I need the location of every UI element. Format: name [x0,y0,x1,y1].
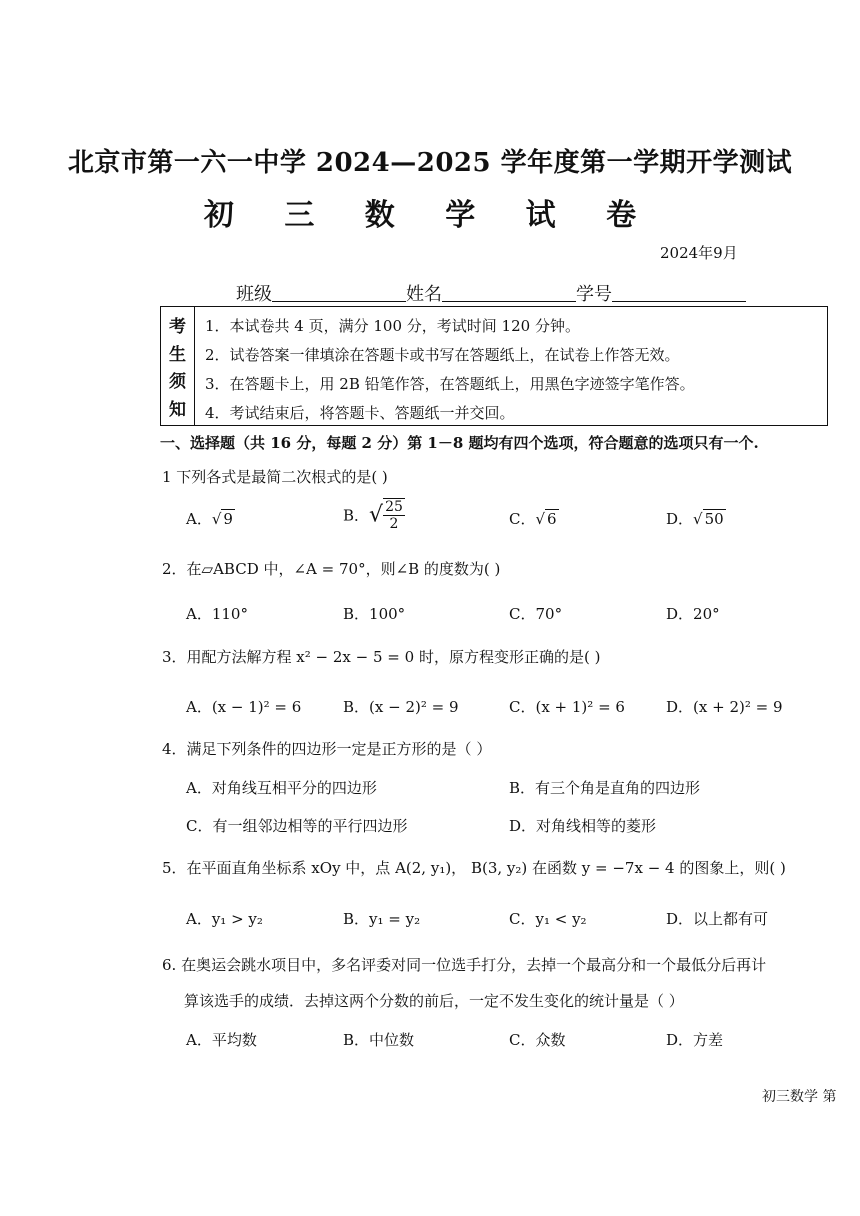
q4-option-a: A．对角线互相平分的四边形 [186,779,377,797]
class-label: 班级 [236,284,272,305]
q6-option-a: A．平均数 [186,1031,257,1049]
name-label: 姓名 [406,284,442,305]
notice-char: 须 [169,372,186,393]
q2-option-c: C．70° [509,605,563,623]
q4-option-c: C．有一组邻边相等的平行四边形 [186,817,408,835]
q3-option-c: C．(x + 1)² = 6 [509,698,625,716]
q5-option-a: A．y₁ > y₂ [186,910,263,928]
exam-date: 2024年9月 [660,244,738,262]
question-4-stem: 4．满足下列条件的四边形一定是正方形的是（ ） [162,740,492,758]
question-1-stem: 1 下列各式是最简二次根式的是( ) [162,468,388,486]
question-6-stem-line2: 算该选手的成绩．去掉这两个分数的前后，一定不发生变化的统计量是（ ） [184,992,684,1010]
notice-char: 考 [169,317,186,338]
q3-option-a: A．(x − 1)² = 6 [186,698,302,716]
notice-item: 4．考试结束后，将答题卡、答题纸一并交回。 [205,404,515,422]
page-footer: 初三数学 第 [762,1089,837,1105]
q4-option-d: D．对角线相等的菱形 [509,817,657,835]
q2-option-a: A．110° [186,605,248,623]
q5-option-b: B．y₁ = y₂ [343,910,421,928]
q1-option-c: C．√ 6 [509,510,557,528]
notice-char: 生 [169,344,186,365]
notice-item: 1．本试卷共 4 页，满分 100 分，考试时间 120 分钟。 [205,317,580,335]
question-6-stem-line1: 6. 在奥运会跳水项目中，多名评委对同一位选手打分，去掉一个最高分和一个最低分后再计 [162,956,767,974]
notice-char: 知 [169,399,186,420]
q6-option-c: C．众数 [509,1031,566,1049]
q4-option-b: B．有三个角是直角的四边形 [509,779,701,797]
notice-side-label [161,307,195,425]
q6-option-b: B．中位数 [343,1031,415,1049]
notice-item: 3．在答题卡上，用 2B 铅笔作答，在答题纸上，用黑色字迹签字笔作答。 [205,375,695,393]
question-2-stem: 2．在▱ABCD 中，∠A = 70°，则∠B 的度数为( ) [162,560,501,578]
exam-subtitle: 初 三 数 学 试 卷 [203,198,657,233]
exam-title: 北京市第一六一中学 2024—2025 学年度第一学期开学测试 [67,148,793,178]
sqrt-sign: √ 9 [211,510,233,528]
q5-option-d: D．以上都有可 [666,910,769,928]
name-blank[interactable] [442,283,576,302]
q3-option-b: B．(x − 2)² = 9 [343,698,459,716]
q1-option-d: D．√ 50 [666,510,724,528]
q1-option-b: B．√ $\frac{25}{2}$ [343,499,403,532]
question-5-stem: 5．在平面直角坐标系 xOy 中，点 A(2, y₁)， B(3, y₂) 在函数 y = −7x − 4 的图象上，则( ) [162,859,786,877]
q2-option-d: D．20° [666,605,720,623]
q5-option-c: C．y₁ < y₂ [509,910,587,928]
student-info-line [236,280,746,306]
q1-option-a: A．√ 9 [186,510,233,528]
notice-item: 2．试卷答案一律填涂在答题卡或书写在答题纸上，在试卷上作答无效。 [205,346,680,364]
q2-option-b: B．100° [343,605,406,623]
q6-option-d: D．方差 [666,1031,724,1049]
class-blank[interactable] [272,283,406,302]
q3-option-d: D．(x + 2)² = 9 [666,698,783,716]
question-3-stem: 3．用配方法解方程 x² − 2x − 5 = 0 时，原方程变形正确的是( ) [162,648,601,666]
section-heading: 一、选择题（共 16 分，每题 2 分）第 1－8 题均有四个选项，符合题意的选项只有一个. [160,434,759,452]
id-label: 学号 [576,284,612,305]
id-blank[interactable] [612,283,746,302]
candidate-notice-box [160,306,828,426]
